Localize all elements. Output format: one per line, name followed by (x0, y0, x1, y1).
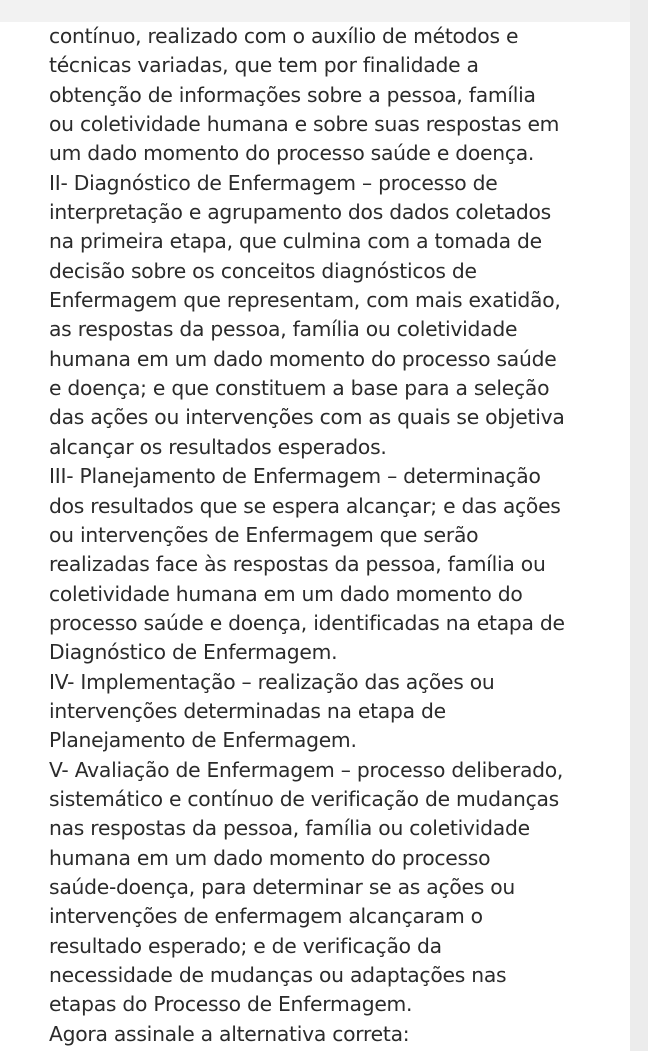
text-line: realizadas face às respostas da pessoa, família ou (49, 552, 546, 577)
text-line: III- Planejamento de Enfermagem – determinação (49, 464, 541, 489)
top-cut-band (0, 0, 630, 22)
text-line: Diagnóstico de Enfermagem. (49, 640, 338, 665)
text-line: humana em um dado momento do processo (49, 845, 491, 870)
text-line: necessidade de mudanças ou adaptações nas (49, 963, 507, 987)
text-line: coletividade humana em um dado momento do (49, 581, 523, 606)
text-line: decisão sobre os conceitos diagnósticos de (49, 258, 477, 283)
text-line: sistemático e contínuo de verificação de mudanças (49, 786, 559, 811)
right-margin (630, 0, 648, 1051)
text-line: nas respostas da pessoa, família ou coletividade (49, 816, 530, 841)
text-line: dos resultados que se espera alcançar; e das ações (49, 493, 561, 518)
text-line: Planejamento de Enfermagem. (49, 728, 357, 753)
text-line: e doença; e que constituem a base para a seleção (49, 376, 550, 401)
text-line: obtenção de informações sobre a pessoa, família (49, 82, 536, 107)
text-line: processo saúde e doença, identificadas na etapa de (49, 610, 565, 635)
text-line: etapas do Processo de Enfermagem. (49, 992, 413, 1017)
text-line: das ações ou intervenções com as quais se objetiva (49, 405, 565, 430)
text-line: intervenções de enfermagem alcançaram o (49, 904, 483, 929)
text-line: interpretação e agrupamento dos dados coletados (49, 200, 551, 225)
text-line: humana em um dado momento do processo saúde (49, 346, 557, 371)
text-line: II- Diagnóstico de Enfermagem – processo de (49, 170, 498, 195)
text-line: técnicas variadas, que tem por finalidade a (49, 53, 479, 78)
document-text (49, 22, 619, 1049)
text-line: resultado esperado; e de verificação da (49, 933, 442, 958)
text-line: contínuo, realizado com o auxílio de métodos e (49, 24, 519, 48)
text-line: ou coletividade humana e sobre suas respostas em (49, 112, 560, 137)
text-line: intervenções determinadas na etapa de (49, 698, 446, 723)
text-line: V- Avaliação de Enfermagem – processo deliberado, (49, 757, 564, 782)
text-line: um dado momento do processo saúde e doença. (49, 141, 535, 166)
text-line: Enfermagem que representam, com mais exatidão, (49, 288, 561, 313)
text-line: Agora assinale a alternativa correta: (49, 1021, 410, 1046)
text-line: IV- Implementação – realização das ações ou (49, 669, 495, 694)
text-line: saúde-doença, para determinar se as ações ou (49, 874, 516, 899)
text-line: alcançar os resultados esperados. (49, 434, 387, 459)
text-line: ou intervenções de Enfermagem que serão (49, 522, 479, 547)
text-line: na primeira etapa, que culmina com a tomada de (49, 229, 542, 254)
text-line: as respostas da pessoa, família ou coletividade (49, 317, 518, 342)
